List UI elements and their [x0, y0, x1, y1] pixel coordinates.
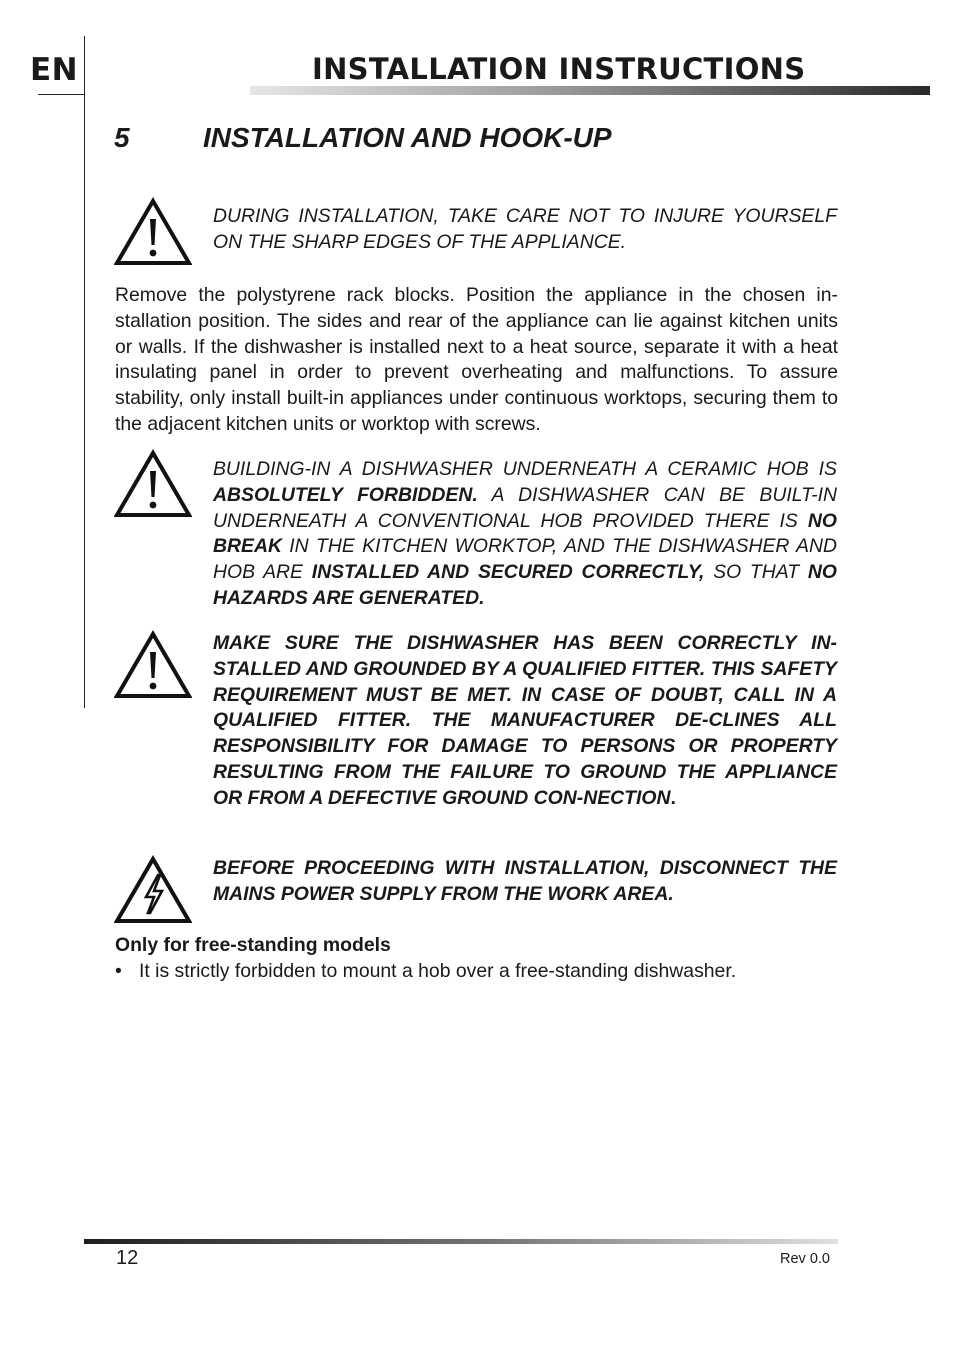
footer-gradient-bar	[84, 1239, 838, 1244]
warning2-text-3: IN THE KITCHEN WORKTOP, AND THE DISHWASHER AND HOB ARE	[213, 535, 837, 584]
warning2-bold-2: NO BREAK	[213, 509, 837, 558]
section-title: INSTALLATION AND HOOK-UP	[203, 122, 612, 153]
exclamation-triangle-icon	[114, 449, 192, 519]
page-header-title: INSTALLATION INSTRUCTIONS	[312, 52, 806, 86]
margin-vertical-rule	[84, 36, 85, 708]
margin-horizontal-rule	[38, 94, 84, 95]
warning3-period: .	[670, 786, 676, 809]
exclamation-triangle-icon	[114, 197, 192, 267]
warning-grounding	[213, 631, 837, 812]
warning-ceramic-hob	[213, 457, 837, 612]
header-gradient-bar	[250, 86, 930, 95]
page-number: 12	[116, 1247, 139, 1269]
warning-disconnect-power: BEFORE PROCEEDING WITH INSTALLATION, DISCONNECT THE MAINS POWER SUPPLY FROM THE WORK AREA.	[213, 857, 837, 905]
warning2-text-2: A DISHWASHER CAN BE BUILT-IN UNDERNEATH A CONVENTIONAL HOB PROVIDED THERE IS	[213, 483, 837, 532]
warning2-text-4: SO THAT	[704, 561, 808, 584]
warning2-text-1: BUILDING-IN A DISHWASHER UNDERNEATH A CERAMIC HOB IS	[213, 458, 837, 480]
free-standing-item-text: It is strictly forbidden to mount a hob over a free-standing dishwasher.	[139, 960, 737, 982]
bullet-icon: •	[115, 960, 122, 982]
section-number: 5	[114, 122, 130, 153]
revision-label: Rev 0.0	[780, 1251, 830, 1267]
free-standing-heading: Only for free-standing models	[115, 934, 391, 956]
warning-sharp-edges: DURING INSTALLATION, TAKE CARE NOT TO INJURE YOURSELF ON THE SHARP EDGES OF THE APPLIANCE.	[213, 205, 837, 253]
warning2-bold-3: INSTALLED AND SECURED CORRECTLY,	[311, 561, 705, 584]
exclamation-triangle-icon	[114, 630, 192, 700]
warning2-bold-4: NO HAZARDS ARE GENERATED.	[213, 561, 837, 609]
installation-paragraph: Remove the polystyrene rack blocks. Position the appliance in the chosen in-stallation position. The sides and rear of the appliance can lie against kitchen units or walls. If the dishwasher is installed next to a heat source, separate it with a heat insulating panel in order to prevent overheating and malfunctions. To assure stability, only install built-in appliances under continuous worktops, securing them to the adjacent kitchen units or worktop with screws.	[115, 284, 838, 435]
free-standing-list-item	[115, 960, 736, 983]
warning3-text: MAKE SURE THE DISHWASHER HAS BEEN CORRECTLY IN-STALLED AND GROUNDED BY A QUALIFIED FITTER. THIS SAFETY REQUIREMENT MUST BE MET. IN CASE OF DOUBT, CALL IN A QUALIFIED FITTER. THE MANUFACTURER DE-CLINES ALL RESPONSIBILITY FOR DAMAGE TO PERSONS OR PROPERTY RESULTING FROM THE FAILURE TO GROUND THE APPLIANCE OR FROM A DEFECTIVE GROUND CON-NECTION	[213, 632, 837, 809]
language-code: EN	[30, 52, 79, 88]
warning2-bold-1: ABSOLUTELY FORBIDDEN.	[213, 483, 478, 506]
high-voltage-triangle-icon	[114, 855, 192, 925]
